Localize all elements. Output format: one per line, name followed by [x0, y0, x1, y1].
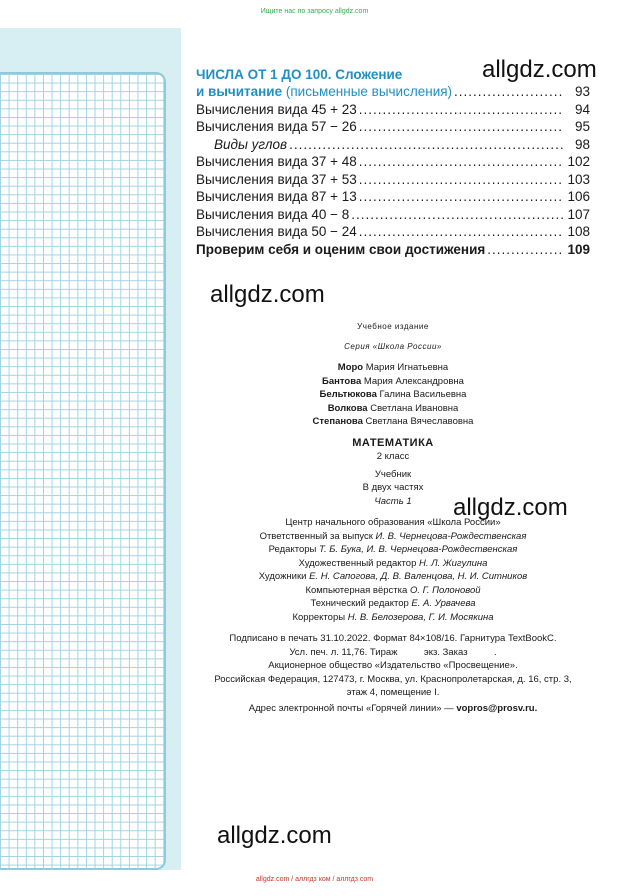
toc-dots — [289, 136, 564, 154]
staff-list — [196, 516, 590, 624]
staff-line: Технический редактор Е. А. Урвачева — [310, 598, 476, 609]
toc-row — [196, 206, 590, 224]
toc-page: 103 — [567, 171, 590, 187]
book-part: Часть 1 — [374, 495, 412, 507]
staff-line: Редакторы Т. Б. Бука, И. В. Чернецова-Рождественская — [268, 544, 518, 555]
toc-dots — [359, 118, 564, 136]
toc-dots — [359, 171, 564, 189]
book-title-block — [196, 437, 590, 509]
toc-page: 107 — [567, 206, 590, 222]
staff-line: Художественный редактор Н. Л. Жигулина — [298, 557, 488, 569]
toc-dots — [359, 223, 564, 241]
toc-dots — [359, 101, 564, 119]
toc-page: 106 — [567, 189, 590, 204]
publishing-info — [196, 632, 590, 715]
toc-row-text: и вычитание — [196, 84, 283, 99]
staff-line: Центр начального образования «Школа России» — [285, 517, 501, 528]
toc-row — [196, 223, 590, 241]
pub-line: этаж 4, помещение I. — [346, 687, 440, 698]
toc-row-text: Вычисления вида 57 − 26 — [196, 119, 357, 134]
toc-row — [196, 171, 590, 189]
toc-row-text: Вычисления вида 45 + 23 — [196, 101, 357, 117]
series: Серия «Школа России» — [344, 341, 442, 351]
watermark: allgdz.com — [453, 494, 568, 521]
toc-dots — [454, 83, 564, 101]
toc-row — [196, 101, 590, 119]
pub-line: Подписано в печать 31.10.2022. Формат 84×108/16. Гарнитура TextBookC. — [229, 633, 557, 644]
pub-line: Усл. печ. л. 11,76. Тираж экз. Заказ . — [289, 646, 497, 658]
toc-row — [196, 118, 590, 136]
watermark: allgdz.com — [210, 281, 325, 308]
email-line: Адрес электронной почты «Горячей линии» — vopros@prosv.ru. — [248, 702, 538, 714]
toc-row-text: Вычисления вида 50 − 24 — [196, 224, 357, 239]
pub-line: Акционерное общество «Издательство «Просвещение». — [268, 660, 518, 671]
author: Степанова Светлана Вячеславовна — [312, 416, 474, 427]
toc-dots — [487, 241, 564, 259]
staff-line: Художники Е. Н. Сапогова, Д. В. Валенцова, Н. И. Ситников — [258, 571, 528, 582]
author: Бельтюкова Галина Васильевна — [319, 389, 467, 400]
toc-page: 109 — [567, 241, 590, 257]
toc-page: 108 — [567, 224, 590, 239]
toc-row — [196, 136, 590, 154]
toc-dots — [359, 188, 564, 206]
toc-row — [196, 83, 590, 101]
book-grade: 2 класс — [376, 451, 410, 462]
toc-page: 95 — [574, 119, 590, 134]
staff-line: Корректоры Н. В. Белозерова, Г. И. Мосякина — [292, 611, 494, 623]
toc-row-subtext: (письменные вычисления) — [282, 84, 453, 99]
toc-row-text: Проверим себя и оценим свои достижения — [196, 241, 486, 257]
email-address: vopros@prosv.ru. — [456, 702, 538, 714]
book-parts: В двух частях — [362, 482, 424, 493]
toc-dots — [351, 206, 564, 224]
toc-page: 93 — [574, 84, 590, 99]
toc-dots — [359, 153, 564, 171]
toc-row — [196, 153, 590, 171]
watermark: allgdz.com — [482, 56, 597, 83]
staff-line: Ответственный за выпуск И. В. Чернецова-Рождественская — [259, 530, 527, 542]
pub-line: Российская Федерация, 127473, г. Москва, ул. Краснопролетарская, д. 16, стр. 3, — [214, 673, 572, 685]
toc-row-text: Вычисления вида 87 + 13 — [196, 189, 357, 204]
toc-row — [196, 188, 590, 206]
toc-row-text: Вычисления вида 37 + 48 — [196, 154, 357, 169]
staff-line: Компьютерная вёрстка О. Г. Полоновой — [305, 584, 481, 596]
author: Моро Мария Игнатьевна — [337, 362, 449, 373]
toc-page: 102 — [567, 154, 590, 169]
author: Волкова Светлана Ивановна — [327, 402, 459, 414]
table-of-contents — [196, 66, 590, 258]
book-title: МАТЕМАТИКА — [352, 436, 434, 449]
authors-list — [196, 361, 590, 429]
bottom-note: allgdz.com / аллгдз ком / аллгдз com — [255, 876, 374, 883]
toc-page: 94 — [574, 101, 590, 117]
toc-row-text: Вычисления вида 40 − 8 — [196, 206, 350, 222]
watermark: allgdz.com — [217, 822, 332, 849]
toc-row — [196, 241, 590, 259]
top-note: Ищите нас по запросу allgdz.com — [260, 8, 369, 15]
toc-section-title: ЧИСЛА ОТ 1 ДО 100. Сложение — [196, 67, 403, 82]
toc-row-text: Виды углов — [214, 136, 288, 152]
author: Бантова Мария Александровна — [322, 375, 464, 387]
toc-row-text: Вычисления вида 37 + 53 — [196, 171, 357, 187]
imprint — [196, 320, 590, 715]
grid-paper — [0, 72, 166, 870]
book-type: Учебник — [374, 468, 412, 480]
toc-page: 98 — [574, 136, 590, 152]
edition-type: Учебное издание — [357, 322, 429, 331]
